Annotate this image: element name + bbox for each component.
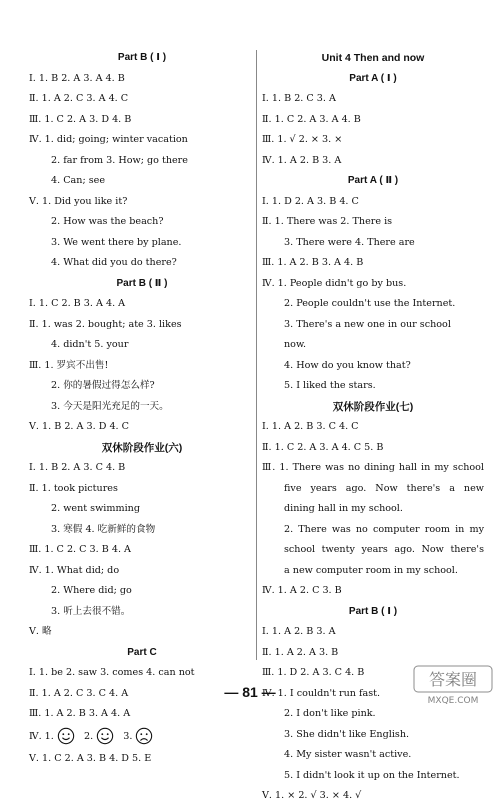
answer-line: 4. How do you know that? bbox=[284, 359, 411, 371]
answer-line: Ⅰ. 1. B 2. A 3. C 4. B bbox=[29, 462, 126, 473]
section-title-part-b-1-right: Part B ( Ⅰ ) bbox=[348, 605, 398, 617]
answer-line: Ⅲ. 1. C 2. A 3. D 4. B bbox=[29, 113, 132, 125]
answer-line: Ⅱ. 1. A 2. C 3. A 4. C bbox=[29, 93, 129, 104]
answer-line: Ⅳ. 1. People didn't go by bus. bbox=[262, 277, 407, 289]
section-title-part-c: Part C bbox=[127, 646, 157, 658]
answer-line: Ⅰ. 1. D 2. A 3. B 4. C bbox=[262, 195, 359, 207]
section-title-part-a-2: Part A ( Ⅱ ) bbox=[347, 175, 399, 186]
answer-line: Ⅲ. 1. D 2. A 3. C 4. B bbox=[262, 667, 365, 678]
answer-line: Ⅱ. 1. was 2. bought; ate 3. likes bbox=[29, 318, 182, 330]
column-divider bbox=[256, 50, 257, 660]
answer-line: 5. I liked the stars. bbox=[284, 380, 376, 391]
smiley-face-icon bbox=[96, 727, 114, 745]
svg-text:答案圈: 答案圈 bbox=[428, 670, 478, 689]
answer-line: Ⅲ. 1. A 2. B 3. A 4. B bbox=[262, 257, 364, 268]
answer-line: 4. didn't 5. your bbox=[51, 339, 129, 350]
answer-line: Ⅳ. 1. did; going; winter vacation bbox=[29, 134, 188, 145]
watermark-logo-icon bbox=[412, 664, 494, 706]
left-column bbox=[29, 48, 255, 769]
answer-line: Ⅰ. 1. C 2. B 3. A 4. A bbox=[29, 298, 126, 309]
section-title-part-b-2: Part B ( Ⅱ ) bbox=[116, 277, 168, 289]
unit-title: Unit 4 Then and now bbox=[321, 52, 425, 64]
answer-line: 3. 寒假 4. 吃新鲜的食物 bbox=[51, 523, 156, 535]
answer-line: dining hall in my school. bbox=[284, 503, 403, 514]
answer-line: 3. There were 4. There are bbox=[284, 236, 415, 248]
answer-line: 2. went swimming bbox=[51, 503, 140, 514]
section-title-weekend-7: 双休阶段作业(七) bbox=[332, 400, 414, 413]
answer-line: 2. I don't like pink. bbox=[284, 708, 376, 719]
answer-line: 3. We went there by plane. bbox=[51, 236, 182, 248]
answer-line: 2. How was the beach? bbox=[51, 216, 164, 227]
answer-line: Ⅴ. 1. × 2. √ 3. × 4. √ bbox=[262, 790, 362, 801]
answer-line: Ⅲ. 1. C 2. C 3. B 4. A bbox=[29, 544, 131, 555]
answer-line: Ⅲ. 1. A 2. B 3. A 4. A bbox=[29, 708, 131, 719]
answer-line: 3. There's a new one in our school bbox=[284, 318, 451, 330]
answer-line: Ⅲ. 1. √ 2. × 3. × bbox=[262, 134, 343, 145]
answer-line: Ⅴ. 1. B 2. A 3. D 4. C bbox=[29, 421, 129, 432]
answer-line: Ⅴ. 1. Did you like it? bbox=[29, 195, 128, 207]
answer-line: five years ago. Now there's a new bbox=[284, 482, 484, 494]
answer-line: 3. 今天是阳光充足的一天。 bbox=[51, 400, 169, 412]
page-number: — 81 — bbox=[224, 684, 276, 700]
answer-line: Ⅱ. 1. took pictures bbox=[29, 482, 118, 494]
answer-line: school twenty years ago. Now there's bbox=[284, 544, 484, 555]
answer-line: Ⅴ. 1. C 2. A 3. B 4. D 5. E bbox=[29, 752, 152, 764]
answer-line: 2. Where did; go bbox=[51, 585, 132, 596]
faces-num-3: 3. bbox=[123, 730, 133, 742]
answer-line: Ⅰ. 1. B 2. C 3. A bbox=[262, 93, 336, 104]
answer-line: 4. Can; see bbox=[51, 175, 106, 186]
answer-line: now. bbox=[284, 339, 307, 350]
answer-line: 2. People couldn't use the Internet. bbox=[284, 298, 456, 309]
section-title-part-a-1: Part A ( Ⅰ ) bbox=[349, 72, 397, 84]
answer-line: 2. far from 3. How; go there bbox=[51, 154, 188, 166]
answer-line: Ⅱ. 1. C 2. A 3. A 4. C 5. B bbox=[262, 441, 384, 453]
answer-line: Ⅳ. 1. A 2. B 3. A bbox=[262, 154, 342, 166]
answer-line: Ⅲ. 1. There was no dining hall in my school bbox=[262, 462, 484, 473]
section-title-weekend-6: 双休阶段作业(六) bbox=[101, 441, 183, 454]
faces-prefix: Ⅳ. 1. bbox=[29, 730, 54, 742]
answer-line: Ⅳ. 1. A 2. C 3. B bbox=[262, 585, 342, 596]
answer-line: Ⅰ. 1. be 2. saw 3. comes 4. can not bbox=[29, 667, 195, 678]
answer-line: Ⅳ. 1. What did; do bbox=[29, 564, 120, 576]
answer-line: Ⅰ. 1. A 2. B 3. C 4. C bbox=[262, 421, 359, 432]
answer-line: 4. My sister wasn't active. bbox=[284, 749, 412, 760]
answer-line: a new computer room in my school. bbox=[284, 564, 458, 576]
answer-line: Ⅱ. 1. C 2. A 3. A 4. B bbox=[262, 113, 361, 125]
answer-line: Ⅱ. 1. There was 2. There is bbox=[262, 216, 393, 227]
answer-line: Ⅰ. 1. B 2. A 3. A 4. B bbox=[29, 72, 125, 84]
answer-line: Ⅴ. 略 bbox=[29, 626, 52, 637]
answer-line-faces bbox=[29, 725, 255, 749]
answer-line: 5. I didn't look it up on the Internet. bbox=[284, 769, 460, 781]
answer-line: 4. What did you do there? bbox=[51, 257, 177, 268]
answer-line: Ⅲ. 1. 罗宾不出售! bbox=[29, 359, 109, 371]
sad-face-icon bbox=[135, 727, 153, 745]
answer-line: 2. There was no computer room in my bbox=[284, 523, 484, 535]
answer-line: 2. 你的暑假过得怎么样? bbox=[51, 380, 155, 391]
answer-line: Ⅱ. 1. A 2. A 3. B bbox=[262, 646, 339, 658]
faces-num-2: 2. bbox=[83, 730, 94, 742]
answer-line: 3. She didn't like English. bbox=[284, 728, 410, 740]
answer-line: Ⅰ. 1. A 2. B 3. A bbox=[262, 626, 336, 637]
answer-line: Ⅳ. 1. I couldn't run fast. bbox=[262, 687, 381, 699]
section-title-part-b-1: Part B ( Ⅰ ) bbox=[117, 52, 167, 63]
answer-line: Ⅱ. 1. A 2. C 3. C 4. A bbox=[29, 687, 129, 699]
answer-line: 3. 听上去很不错。 bbox=[51, 605, 131, 617]
svg-text:MXQE.COM: MXQE.COM bbox=[427, 696, 479, 706]
smiley-face-icon bbox=[57, 727, 75, 745]
